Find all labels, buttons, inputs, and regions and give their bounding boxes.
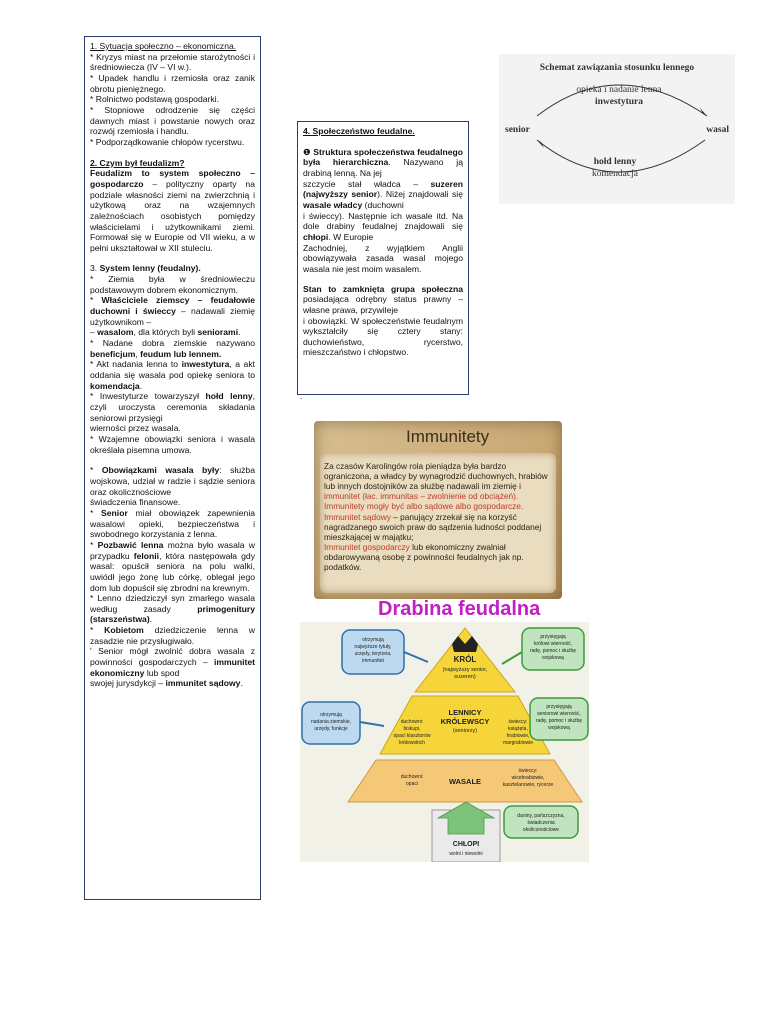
box-ml-line: urzędy, funkcje [314, 726, 348, 732]
feudal-ladder-title: Drabina feudalna [378, 598, 541, 620]
vassalage-diagram [499, 54, 735, 204]
duchowni-line: biskupi, [403, 726, 421, 732]
paragraph: * Pozbawić lenna można było wasala w przypadku felonii, która następowała gdy wasal: opuścił seniora na polu walki, uwiódł jego żonę lub córkę, oblegał jego dom lub dopuścił się zbrodni na krewnym. [90, 539, 255, 593]
box-tl-line: najwyższe tytuły, [354, 644, 392, 650]
box-tl-line: urzędy, terytoria, [354, 651, 392, 657]
box-mr-line: wojskową [548, 725, 570, 731]
paragraph: * Nadane dobra ziemskie nazywano beneficjum, feudum lub lennem. [90, 338, 255, 359]
box-tr-line: królowi wierność, [533, 641, 573, 647]
paragraph: * Ziemia była w średniowieczu podstawowym dobrem ekonomicznym. [90, 274, 255, 295]
lennicy-label1: LENNICY [448, 708, 482, 717]
paragraph: * Senior miał obowiązek zapewnienia wasalowi opieki, bezpieczeństwa i swobodnego korzystania z lenna. [90, 507, 256, 540]
paragraph: ' Senior mógł zwolnić dobra wasala z powinności gospodarczych – immunitet ekonomiczny lub spod swojej jurysdykcji – immunitet sądowy. [90, 646, 255, 689]
swieccy-line: margrabiowie [502, 740, 534, 746]
box-br-line: daniny, pańszczyzna, [517, 813, 565, 819]
box-tr-line: przysięgają [540, 634, 566, 640]
duchowni-line: królewskich [399, 740, 425, 746]
paragraph: * Wzajemne obowiązki seniora i wasala określała pisemna umowa. [90, 433, 255, 455]
box-mr-line: radę, pomoc i służbę [535, 718, 583, 724]
box-ml-line: nadania ziemskie, [310, 719, 352, 725]
section-title: 3. System lenny (feudalny). [90, 263, 201, 274]
wasale-duchowni: duchowni: [400, 774, 424, 780]
swieccy-line: hrabiowie, [506, 733, 530, 739]
box-ml-line: otrzymują [320, 712, 342, 718]
krol-sub2: suzeren) [454, 674, 476, 680]
immunities-title: Immunitety [406, 427, 490, 446]
wasale-swieccy: świeccy: [518, 768, 538, 774]
box-br-line: okolicznościowe [522, 827, 560, 833]
wasale-swieccy: kasztelanowie, rycerze [502, 782, 554, 788]
duchowni-line: opaci klasztorów [393, 733, 431, 739]
section-title: 4. Społeczeństwo feudalne. [303, 126, 415, 136]
diagram-label-top1: opieka i nadanie lenna [576, 85, 662, 95]
text-box-section-4 [297, 121, 469, 395]
chlopi-sub: wolni i niewolni [449, 851, 483, 857]
krol-sub1: (najwyższy senior, [442, 667, 488, 673]
box-tr-line: wojskową [542, 655, 564, 661]
paragraph: * Lenno dziedziczył syn zmarłego wasala według zasady primogenitury (starszeństwa). [90, 593, 255, 625]
lennicy-label2: KRÓLEWSCY [440, 717, 490, 726]
box-tl-line: immunitet [362, 658, 384, 664]
paragraph: * Akt nadania lenna to inwestytura, a akt oddania się wasala pod opiekę seniora to komendacja. [90, 359, 255, 391]
diagram-label-wasal: wasal [706, 125, 729, 135]
wasale-swieccy: wicehrabiowie, [511, 775, 545, 781]
diagram-label-bot1: hołd lenny [593, 157, 637, 167]
diagram-label-top2: inwestytura [594, 97, 644, 107]
text-column-left [84, 36, 261, 900]
paragraph: ❶ Struktura społeczeństwa feudalnego była hierarchiczna. Nazywano ją drabiną lenną. Na jej szczycie stał władca – suzeren (najwyższy senior). Niżej znajdowali się wasale władcy (duchowni i świeccy). Następnie ich wasale itd. Na dole drabiny feudalnej znajdowali się chłopi. W Europie Zachodniej, z wyjątkiem Anglii obowiązywała zasada wasal mojego wasala nie jest moim wasalem. [303, 146, 463, 274]
diagram-label-senior: senior [505, 125, 530, 135]
wasale-duchowni: opaci [406, 781, 418, 787]
wasale-label: WASALE [448, 777, 482, 786]
paragraph: * Kobietom dziedziczenie lenna w zasadzie nie przysługiwało. [90, 625, 255, 646]
paragraph: * Podporządkowanie chłopów rycerstwu. [90, 136, 245, 147]
box-br-line: świadczenia [527, 820, 555, 826]
paragraph: * Obowiązkami wasala były: służba wojskowa, udział w radzie i sądzie seniora oraz okolicznościowe świadczenia finansowe. [90, 465, 255, 508]
paragraph: Stan to zamknięta grupa społeczna posiadająca odrębny status prawny – własne prawa, przywileje i obowiązki. W społeczeństwie feudalnym wykształciły się cztery stany: duchowieństwo, rycerstwo, mieszczaństwo i chłopstwo. [303, 283, 463, 358]
diagram-title: Schemat zawiązania stosunku lennego [539, 63, 695, 73]
duchowni-line: duchowni: [400, 719, 424, 725]
swieccy-line: świeccy: [508, 719, 528, 725]
chlopi-label: CHŁOPI [452, 841, 480, 848]
stray-dot: . [300, 392, 303, 401]
immunities-image [314, 421, 562, 599]
immunities-text: Za czasów Karolingów rola pieniądza była bardzo ograniczona, a władcy by wynagrodzić duchownych, hrabiów lub innych dostojników za służbę nadawali im ziemię i immunitet (łac. immunitas – zwolnienie od obciążeń). Immunitety mogły być albo sądowe albo gospodarcze. Immunitet sądowy – panujący zrzekał się na korzyść nagradzanego swoich praw do sądzenia ludności poddanej mieszkającej w majątku; Immunitet gospodarczy lub ekonomiczny zwalniał obdarowywaną osobę z powinności feudalnych jak np. podatków. [324, 461, 548, 573]
paragraph: * Rolnictwo podstawą gospodarki. [90, 94, 219, 105]
section-title: 1. Sytuacja społeczno – ekonomiczna. [90, 41, 237, 51]
section-title: 2. Czym był feudalizm? [90, 157, 185, 168]
paragraph: * Inwestyturze towarzyszył hołd lenny, czyli uroczysta ceremonia składania seniorowi przysięgi wierności przez wasala. [90, 391, 256, 434]
box-mr-line: seniorowi wierność, [537, 711, 581, 717]
box-tr-line: radę, pomoc i służbę [529, 648, 577, 654]
krol-label: KRÓL [453, 655, 477, 664]
box-tl-line: otrzymują [362, 637, 384, 643]
lennicy-sub: (seniorzy) [452, 728, 478, 734]
feudal-ladder-diagram [300, 622, 589, 862]
paragraph: * Upadek handlu i rzemiosła oraz zanik obrotu pieniężnego. [90, 72, 255, 94]
paragraph: * Kryzys miast na przełomie starożytności i średniowiecza (IV – VI w.). [90, 51, 255, 73]
bullet-icon: ❶ [303, 146, 311, 157]
swieccy-line: książęta, [508, 726, 528, 732]
paragraph: * Stopniowe odrodzenie się części dawnych miast i powstanie nowych oraz rozwój rzemiosła i handlu. [90, 104, 255, 137]
paragraph: * Właściciele ziemscy – feudałowie duchowni i świeccy – nadawali ziemię użytkownikom – – wasalom, dla których byli seniorami. [90, 295, 255, 338]
paragraph: Feudalizm to system społeczno – gospodarczo – polityczny oparty na podziale własności ziemi na zwierzchnią i użytkową oraz na wzajemnych zależnościach osobistych pomiędzy właścicielami i użytkownikami ziemi. Formował się w Europie od VII wieku, a w pełni ukształtował w XII stuleciu. [90, 168, 255, 253]
box-mr-line: przysięgają [546, 704, 572, 710]
diagram-label-bot2: komendacja [592, 169, 638, 179]
